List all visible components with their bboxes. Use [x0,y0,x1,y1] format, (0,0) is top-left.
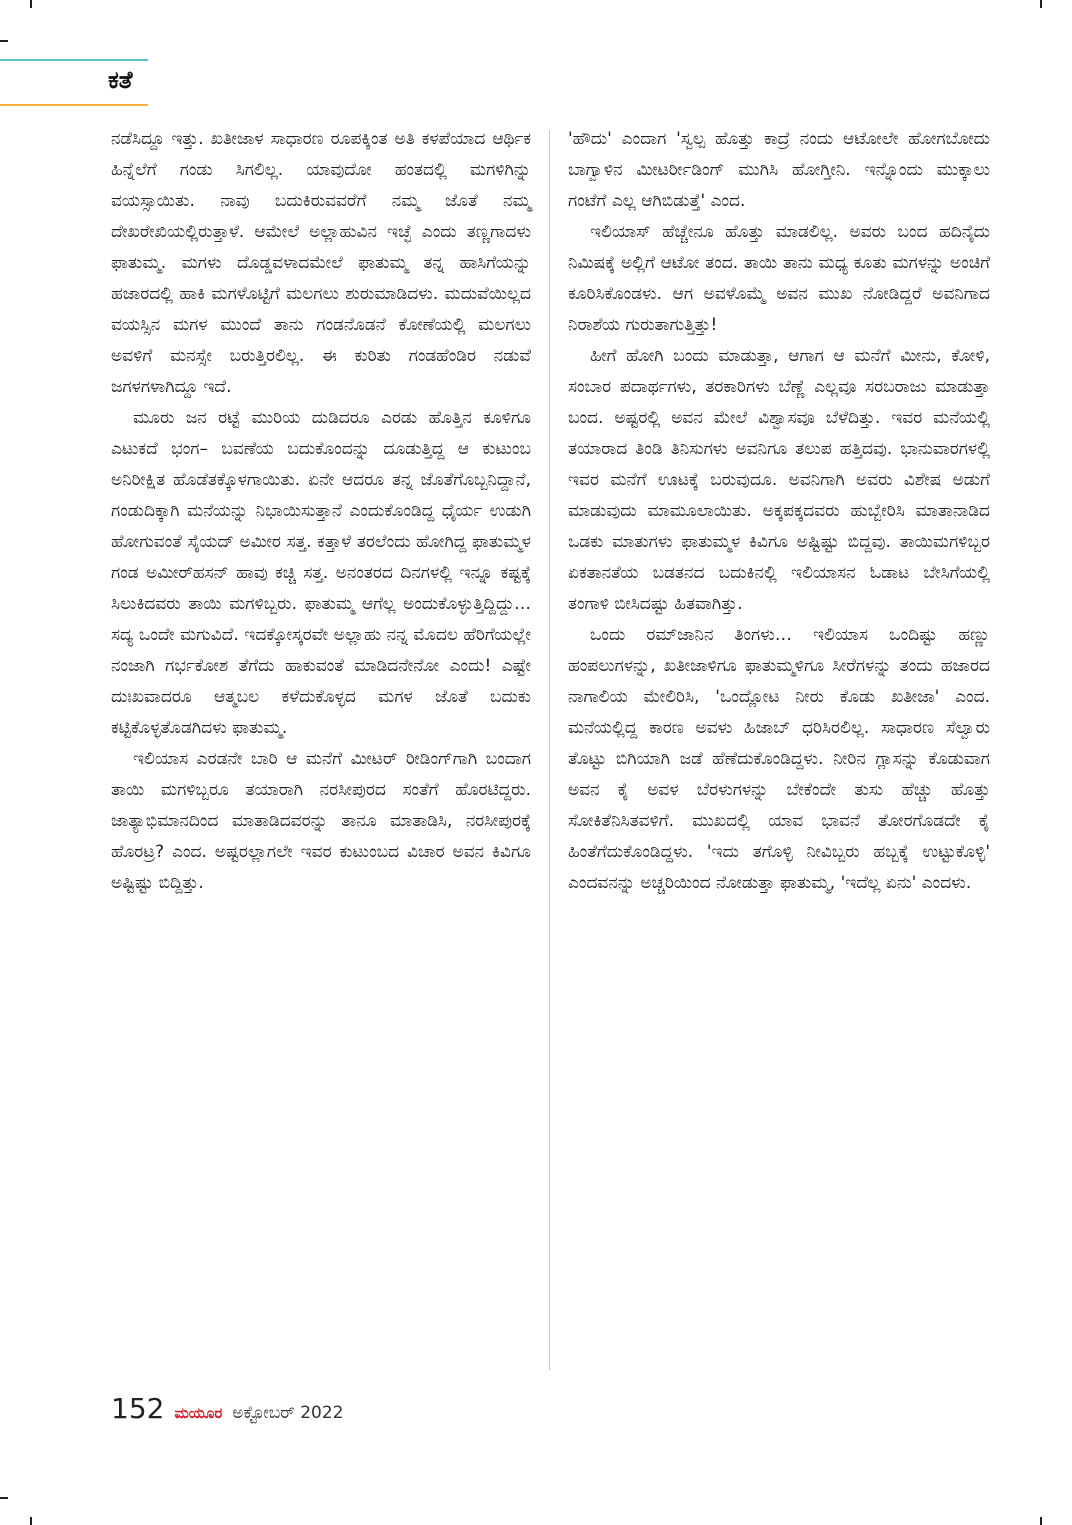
paragraph: ಇಲಿಯಾಸ ಎರಡನೇ ಬಾರಿ ಆ ಮನೆಗೆ ಮೀಟರ್ ರೀಡಿಂಗ್‌ಗಾಗಿ ಬಂದಾಗ ತಾಯಿ ಮಗಳಿಬ್ಬರೂ ತಯಾರಾಗಿ ನರಸೀಪುರದ ಸಂತೆಗೆ ಹೊರಟಿದ್ದರು. ಜಾತ್ಯಾಭಿಮಾನದಿಂದ ಮಾತಾಡಿದವರನ್ನು ತಾನೂ ಮಾತಾಡಿಸಿ, ನರಸೀಪುರಕ್ಕೆ ಹೊರಟ್ರ? ಎಂದ. ಅಷ್ಟರಲ್ಲಾಗಲೇ ಇವರ ಕುಟುಂಬದ ವಿಚಾರ ಅವನ ಕಿವಿಗೂ ಅಷ್ಟಿಷ್ಟು ಬಿದ್ದಿತ್ತು. [111,749,531,893]
article-column-left [111,124,531,899]
column-divider [549,130,550,1370]
header-rule-top [0,59,148,61]
article-column-right [568,124,990,899]
paragraph: ಮೂರು ಜನ ರಟ್ಟೆ ಮುರಿಯ ದುಡಿದರೂ ಎರಡು ಹೊತ್ತಿನ ಕೂಳಿಗೂ ಎಟುಕದೆ ಭಂಗ– ಬವಣೆಯ ಬದುಕೊಂದನ್ನು ದೂಡುತ್ತಿದ್ದ ಆ ಕುಟುಂಬ ಅನಿರೀಕ್ಷಿತ ಹೊಡೆತಕ್ಕೊಳಗಾಯಿತು. ಏನೇ ಆದರೂ ತನ್ನ ಜೊತೆಗೊಬ್ಬನಿದ್ದಾನೆ, ಗಂಡುದಿಕ್ಕಾಗಿ ಮನೆಯನ್ನು ನಿಭಾಯಿಸುತ್ತಾನೆ ಎಂದುಕೊಂಡಿದ್ದ ಧೈರ್ಯ ಉಡುಗಿ ಹೋಗುವಂತೆ ಸೈಯದ್ ಅಮೀರ ಸತ್ತ. ಕತ್ತಾಳೆ ತರಲೆಂದು ಹೋಗಿದ್ದ ಫಾತುಮ್ಮಳ ಗಂಡ ಅಮೀರ್‌ಹಸನ್ ಹಾವು ಕಚ್ಚಿ ಸತ್ತ. ಅನಂತರದ ದಿನಗಳಲ್ಲಿ ಇನ್ನೂ ಕಷ್ಟಕ್ಕೆ ಸಿಲುಕಿದವರು ತಾಯಿ ಮಗಳಿಬ್ಬರು. ಫಾತುಮ್ಮ ಆಗೆಲ್ಲ ಅಂದುಕೊಳ್ಳುತ್ತಿದ್ದಿದ್ದು… ಸದ್ಯ ಒಂದೇ ಮಗುವಿದೆ. ಇದಕ್ಕೋಸ್ಕರವೇ ಅಲ್ಲಾಹು ನನ್ನ ಮೊದಲ ಹೆರಿಗೆಯಲ್ಲೇ ನಂಜಾಗಿ ಗರ್ಭಕೋಶ ತೆಗೆದು ಹಾಕುವಂತೆ ಮಾಡಿದನೇನೋ ಎಂದು! ಎಷ್ಟೇ ದುಃಖವಾದರೂ ಆತ್ಮಬಲ ಕಳೆದುಕೊಳ್ಳದ ಮಗಳ ಜೊತೆ ಬದುಕು ಕಟ್ಟಿಕೊಳ್ಳತೊಡಗಿದಳು ಫಾತುಮ್ಮ. [111,408,531,738]
issue-date: ಅಕ್ಟೋಬರ್ 2022 [232,1403,344,1423]
paragraph: ಇಲಿಯಾಸ್ ಹೆಚ್ಚೇನೂ ಹೊತ್ತು ಮಾಡಲಿಲ್ಲ. ಅವರು ಬಂದ ಹದಿನೈದು ನಿಮಿಷಕ್ಕೆ ಅಲ್ಲಿಗೆ ಆಟೋ ತಂದ. ತಾಯಿ ತಾನು ಮಧ್ಯ ಕೂತು ಮಗಳನ್ನು ಅಂಚಿಗೆ ಕೂರಿಸಿಕೊಂಡಳು. ಆಗ ಅವಳೊಮ್ಮೆ ಅವನ ಮುಖ ನೋಡಿದ್ದರೆ ಅವನಿಗಾದ ನಿರಾಶೆಯ ಗುರುತಾಗುತ್ತಿತ್ತು! [568,222,990,335]
page-footer [111,1392,343,1425]
crop-mark [1040,1517,1042,1525]
crop-mark [1040,0,1042,8]
crop-mark [30,0,32,8]
paragraph: 'ಹೌದು' ಎಂದಾಗ 'ಸ್ವಲ್ಪ ಹೊತ್ತು ಕಾದ್ರೆ ನಂದು ಆಟೋಲೇ ಹೋಗಬೋದು ಬಾಗ್ವಾಳಿನ ಮೀಟರ್ರೀಡಿಂಗ್ ಮುಗಿಸಿ ಹೋಗ್ತೀನಿ. ಇನ್ನೊಂದು ಮುಕ್ಕಾಲು ಗಂಟೆಗೆ ಎಲ್ಲ ಆಗಿಬಿಡುತ್ತೆ' ಎಂದ. [568,129,990,211]
magazine-logo: ಮಯೂರ [174,1404,223,1422]
page-number: 152 [111,1392,165,1425]
paragraph: ನಡೆಸಿದ್ದೂ ಇತ್ತು. ಖತೀಜಾಳ ಸಾಧಾರಣ ರೂಪಕ್ಕಿಂತ ಅತಿ ಕಳಪೆಯಾದ ಆರ್ಥಿಕ ಹಿನ್ನೆಲೆಗೆ ಗಂಡು ಸಿಗಲಿಲ್ಲ. ಯಾವುದೋ ಹಂತದಲ್ಲಿ ಮಗಳಿಗಿನ್ನು ವಯಸ್ಸಾಯಿತು. ನಾವು ಬದುಕಿರುವವರೆಗೆ ನಮ್ಮ ಜೊತೆ ನಮ್ಮ ದೇಖರೇಖಿಯಲ್ಲಿರುತ್ತಾಳೆ. ಆಮೇಲೆ ಅಲ್ಲಾಹುವಿನ ಇಚ್ಛೆ ಎಂದು ತಣ್ಣಗಾದಳು ಫಾತುಮ್ಮ. ಮಗಳು ದೊಡ್ಡವಳಾದಮೇಲೆ ಫಾತುಮ್ಮ ತನ್ನ ಹಾಸಿಗೆಯನ್ನು ಹಜಾರದಲ್ಲಿ ಹಾಕಿ ಮಗಳೊಟ್ಟಿಗೆ ಮಲಗಲು ಶುರುಮಾಡಿದಳು. ಮದುವೆಯಿಲ್ಲದ ವಯಸ್ಸಿನ ಮಗಳ ಮುಂದೆ ತಾನು ಗಂಡನೊಡನೆ ಕೋಣೆಯಲ್ಲಿ ಮಲಗಲು ಅವಳಿಗೆ ಮನಸ್ಸೇ ಬರುತ್ತಿರಲಿಲ್ಲ. ಈ ಕುರಿತು ಗಂಡಹೆಂಡಿರ ನಡುವೆ ಜಗಳಗಳಾಗಿದ್ದೂ ಇದೆ. [111,129,531,397]
crop-mark [0,1497,8,1499]
header-rule-bottom [0,104,148,106]
section-title: ಕತೆ [108,66,133,94]
paragraph: ಒಂದು ರಮ್‌ಜಾನಿನ ತಿಂಗಳು… ಇಲಿಯಾಸ ಒಂದಿಷ್ಟು ಹಣ್ಣು ಹಂಪಲುಗಳನ್ನು, ಖತೀಜಾಳಿಗೂ ಫಾತುಮ್ಮಳಿಗೂ ಸೀರೆಗಳನ್ನು ತಂದು ಹಜಾರದ ನಾಗಾಲಿಯ ಮೇಲಿರಿಸಿ, 'ಒಂದ್ಲೋಟ ನೀರು ಕೊಡು ಖತೀಜಾ' ಎಂದ. ಮನೆಯಲ್ಲಿದ್ದ ಕಾರಣ ಅವಳು ಹಿಜಾಬ್ ಧರಿಸಿರಲಿಲ್ಲ. ಸಾಧಾರಣ ಸೆಲ್ವಾರು ತೊಟ್ಟು ಬಿಗಿಯಾಗಿ ಜಡೆ ಹೆಣೆದುಕೊಂಡಿದ್ದಳು. ನೀರಿನ ಗ್ಲಾಸನ್ನು ಕೊಡುವಾಗ ಅವನ ಕೈ ಅವಳ ಬೆರಳುಗಳನ್ನು ಬೇಕೆಂದೇ ತುಸು ಹೆಚ್ಚು ಹೊತ್ತು ಸೋಕಿತೆನಿಸಿತವಳಿಗೆ. ಮುಖದಲ್ಲಿ ಯಾವ ಭಾವನೆ ತೋರಗೊಡದೇ ಕೈ ಹಿಂತೆಗೆದುಕೊಂಡಿದ್ದಳು. 'ಇದು ತಗೊಳ್ಳಿ ನೀವಿಬ್ಬರು ಹಬ್ಬಕ್ಕೆ ಉಟ್ಟುಕೊಳ್ಳಿ' ಎಂದವನನ್ನು ಅಚ್ಚರಿಯಿಂದ ನೋಡುತ್ತಾ ಫಾತುಮ್ಮ, 'ಇದೆಲ್ಲ ಏನು' ಎಂದಳು. [568,625,990,893]
paragraph: ಹೀಗೆ ಹೋಗಿ ಬಂದು ಮಾಡುತ್ತಾ, ಆಗಾಗ ಆ ಮನೆಗೆ ಮೀನು, ಕೋಳಿ, ಸಂಬಾರ ಪದಾರ್ಥಗಳು, ತರಕಾರಿಗಳು ಬೆಣ್ಣೆ ಎಲ್ಲವೂ ಸರಬರಾಜು ಮಾಡುತ್ತಾ ಬಂದ. ಅಷ್ಟರಲ್ಲಿ ಅವನ ಮೇಲೆ ವಿಶ್ವಾಸವೂ ಬೆಳೆದಿತ್ತು. ಇವರ ಮನೆಯಲ್ಲಿ ತಯಾರಾದ ತಿಂಡಿ ತಿನಿಸುಗಳು ಅವನಿಗೂ ತಲುಪ ಹತ್ತಿದವು. ಭಾನುವಾರಗಳಲ್ಲಿ ಇವರ ಮನೆಗೆ ಊಟಕ್ಕೆ ಬರುವುದೂ. ಅವನಿಗಾಗಿ ಅವರು ವಿಶೇಷ ಅಡುಗೆ ಮಾಡುವುದು ಮಾಮೂಲಾಯಿತು. ಅಕ್ಕಪಕ್ಕದವರು ಹುಬ್ಬೇರಿಸಿ ಮಾತಾನಾಡಿದ ಒಡಕು ಮಾತುಗಳು ಫಾತುಮ್ಮಳ ಕಿವಿಗೂ ಅಷ್ಟಿಷ್ಟು ಬಿದ್ದವು. ತಾಯಿಮಗಳಿಬ್ಬರ ಏಕತಾನತೆಯ ಬಡತನದ ಬದುಕಿನಲ್ಲಿ ಇಲಿಯಾಸನ ಓಡಾಟ ಬೇಸಿಗೆಯಲ್ಲಿ ತಂಗಾಳಿ ಬೀಸಿದಷ್ಟು ಹಿತವಾಗಿತ್ತು. [568,346,990,614]
crop-mark [0,40,8,42]
crop-mark [30,1517,32,1525]
